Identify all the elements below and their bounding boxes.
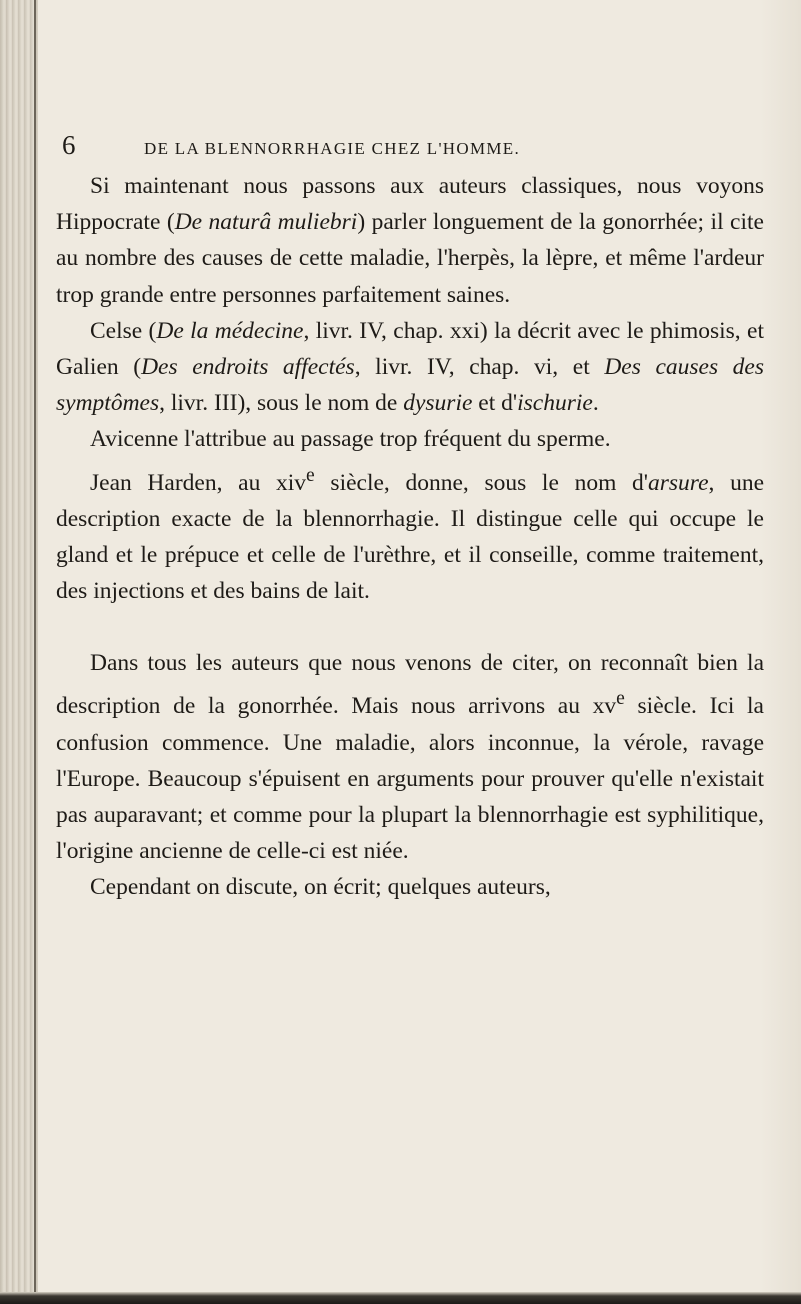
text-run: Si maintenant nous passons aux auteurs classiques, nous voyons Hippocrate ( <box>56 173 764 236</box>
text-run: Jean Harden, au xiv <box>90 469 307 496</box>
work-title: De naturâ muliebri <box>174 209 358 236</box>
work-title: Des causes des symptômes <box>56 354 765 417</box>
superscript: e <box>306 464 315 486</box>
paragraph-celse-galien <box>56 313 764 422</box>
text-run: , livr. III), sous le nom de <box>159 390 404 417</box>
text-run: , livr. IV, chap. vi, et <box>354 354 605 381</box>
page-gutter <box>0 0 38 1304</box>
text-run: siècle. Ici la confusion commence. Une maladie, alors inconnue, la vérole, ravage l'Europe. Beaucoup s'épuisent en arguments pour prouver qu'elle n'existait pas auparavant; et comme pour la plupart la blennorrhagie est syphilitique, l'origine ancienne de celle-ci est niée. <box>56 693 764 865</box>
text-run: siècle, donne, sous le nom d' <box>314 469 649 496</box>
paragraph-harden <box>56 458 764 610</box>
text-run: et d' <box>472 390 518 417</box>
paragraph-avicenne: Avicenne l'attribue au passage trop fréquent du sperme. <box>90 426 611 453</box>
text-run: , une description exacte de la blennorrhagie. Il distingue celle qui occupe le gland et le prépuce et celle de l'urèthre, et il conseille, comme traitement, des injections et des bains de lait. <box>56 469 764 605</box>
paragraph-cependant: Cependant on discute, on écrit; quelques auteurs, <box>90 874 551 901</box>
running-head: DE LA BLENNORRHAGIE CHEZ L'HOMME. <box>144 139 521 158</box>
paragraph-quinzieme-siecle <box>56 645 764 869</box>
term: dysurie <box>403 390 473 417</box>
body-text <box>56 168 764 906</box>
page-header <box>62 130 762 170</box>
superscript: e <box>616 688 625 710</box>
work-title: Des endroits affectés <box>141 354 355 381</box>
page-bottom-edge <box>0 1292 801 1304</box>
page-number: 6 <box>62 130 76 160</box>
text-run: ) parler longuement de la gonorrhée; il cite au nombre des causes de cette maladie, l'herpès, la lèpre, et même l'ardeur trop grande entre personnes parfaitement saines. <box>56 209 764 308</box>
paragraph-hippocrate <box>56 168 764 313</box>
text-run: Dans tous les auteurs que nous venons de citer, on reconnaît bien la description de la gonorrhée. Mais nous arrivons au xv <box>56 650 764 720</box>
term: arsure <box>648 469 709 496</box>
text-run: . <box>592 390 599 417</box>
gutter-rule <box>34 0 36 1304</box>
work-title: De la médecine <box>156 317 304 344</box>
term: ischurie <box>517 390 593 417</box>
text-run: Celse ( <box>90 317 157 344</box>
text-run: , livr. IV, chap. xxi) la décrit avec le phimosis, et Galien ( <box>56 317 764 381</box>
